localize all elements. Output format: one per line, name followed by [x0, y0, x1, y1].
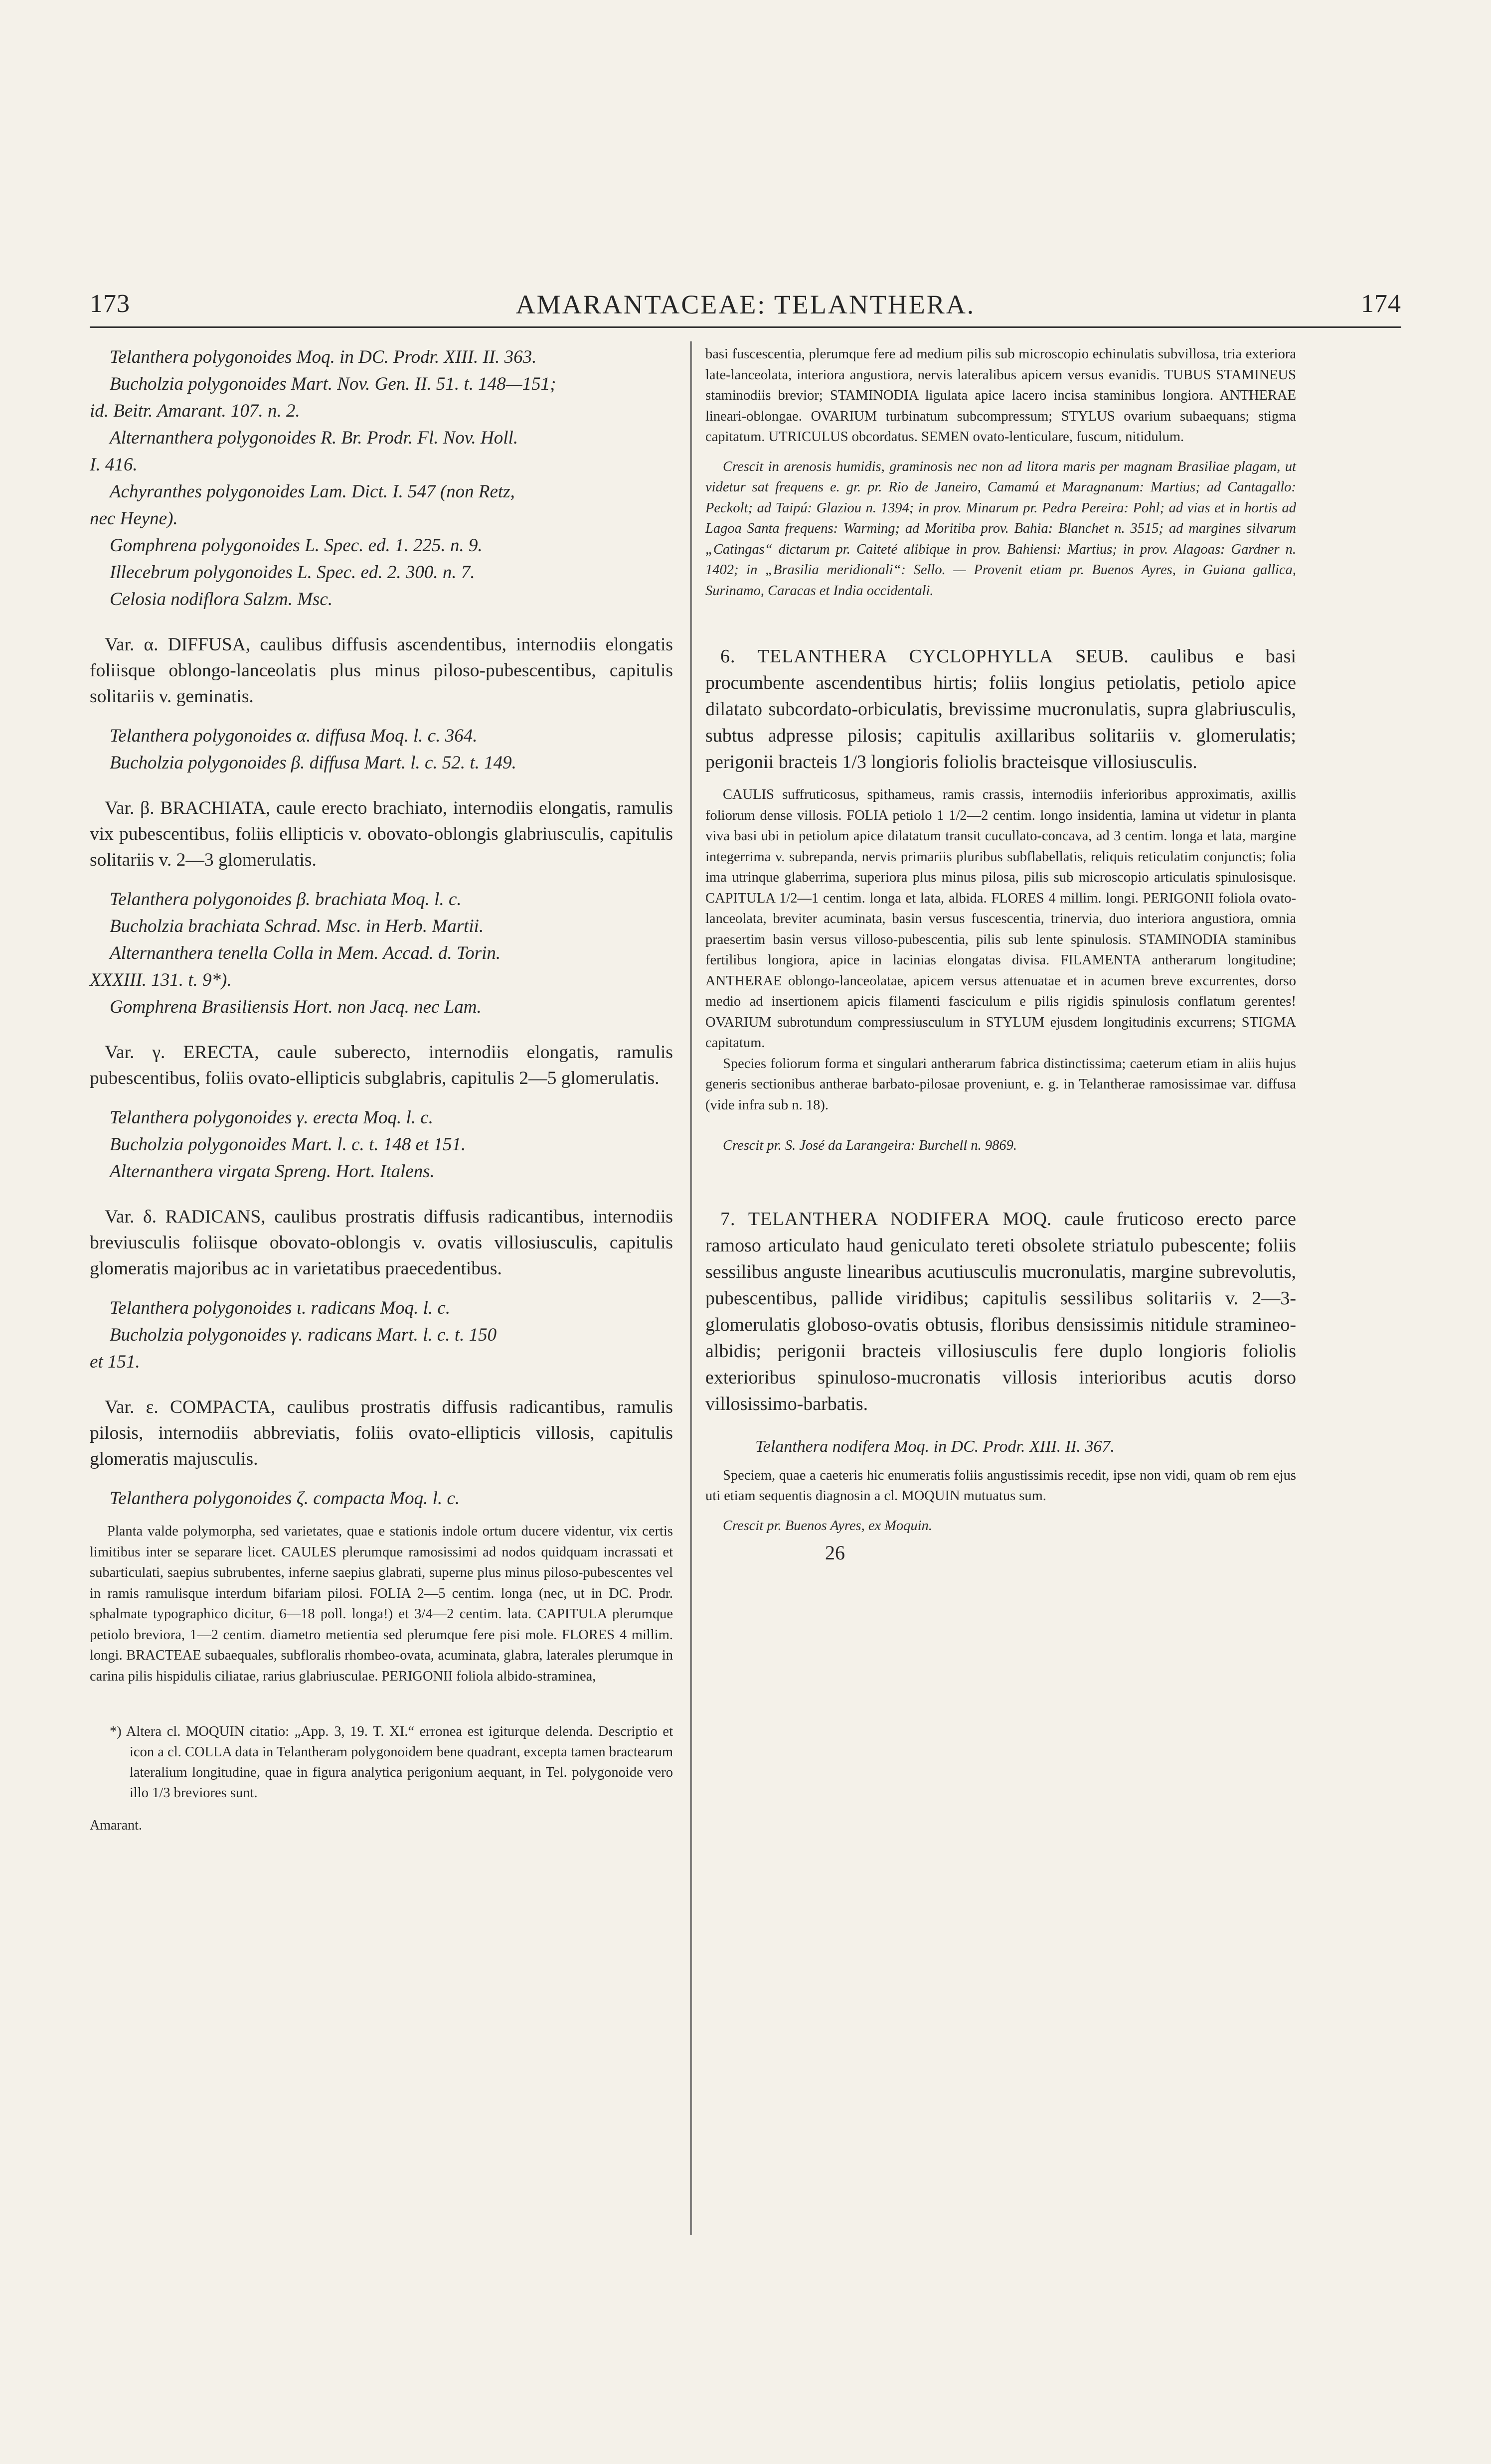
synonym: I. 416.	[90, 455, 138, 475]
page-number-left: 173	[90, 290, 130, 318]
synonym: Alternanthera polygonoides R. Br. Prodr. Fl. Nov. Holl.	[110, 428, 518, 448]
species-6-habitat: Crescit pr. S. José da Larangeira: Burchell n. 9869.	[723, 1138, 1017, 1153]
species-7-note: Speciem, quae a caeteris hic enumeratis foliis angustissimis recedit, ipse non vidi, quam ob rem ejus uti etiam sequentis diagnosin a cl. MOQUIN mutuatus sum.	[705, 1467, 1296, 1504]
synonym: Bucholzia polygonoides β. diffusa Mart. l. c. 52. t. 149.	[110, 753, 516, 773]
synonym: Telanthera polygonoides γ. erecta Moq. l. c.	[110, 1107, 433, 1128]
page-number-right: 174	[1361, 290, 1401, 318]
synonym: XXXIII. 131. t. 9*).	[90, 970, 232, 990]
species-7-habitat: Crescit pr. Buenos Ayres, ex Moquin.	[723, 1518, 933, 1534]
synonym: Telanthera polygonoides Moq. in DC. Prodr. XIII. II. 363.	[110, 347, 537, 367]
variety-epsilon: Var. ε. COMPACTA, caulibus prostratis diffusis radicantibus, ramulis pilosis, internodiis abbreviatis, foliis ovato-ellipticis villosis, capitulis glomeratis majusculis.	[90, 1397, 673, 1469]
header-rule	[90, 326, 1401, 328]
synonym: Bucholzia polygonoides γ. radicans Mart. l. c. t. 150	[110, 1325, 497, 1345]
species-6-diagnosis	[705, 643, 1296, 775]
right-column	[705, 344, 1296, 1564]
signature-mark: Amarant.	[90, 1817, 142, 1833]
synonym: et 151.	[90, 1352, 140, 1372]
synonym: Gomphrena polygonoides L. Spec. ed. 1. 225. n. 9.	[110, 535, 483, 556]
column-divider	[690, 341, 692, 2235]
synonym: Achyranthes polygonoides Lam. Dict. I. 547 (non Retz,	[110, 481, 515, 502]
signature-number: 26	[825, 1541, 845, 1564]
synonym: Gomphrena Brasiliensis Hort. non Jacq. nec Lam.	[110, 997, 482, 1017]
synonym: nec Heyne).	[90, 508, 178, 529]
synonym: Telanthera polygonoides α. diffusa Moq. l. c. 364.	[110, 726, 478, 746]
synonym: Illecebrum polygonoides L. Spec. ed. 2. 300. n. 7.	[110, 562, 475, 583]
species-6-name: 6. TELANTHERA CYCLOPHYLLA	[720, 646, 1054, 667]
species-6-author: SEUB.	[1075, 646, 1129, 667]
species-6-note: Species foliorum forma et singulari antherarum fabrica distinctissima; caeterum etiam in aliis hujus generis sectionibus antherae barbato-pilosae proveniunt, e. g. in Telantherae ramosissimae var. diffusa (vide infra sub n. 18).	[705, 1056, 1296, 1113]
habitat-paragraph: Crescit in arenosis humidis, graminosis nec non ad litora maris per magnam Brasiliae plagam, ut videtur sat frequens e. gr. pr. Rio de Janeiro, Camamú et Maragnanum: Martius; ad Cantagallo: Peckolt; ad Taipú: Glaziou n. 1394; in prov. Minarum pr. Pedra Pereira: Pohl; ad vias et in hortis ad Lagoa Santa frequens: Warming; ad Moritiba prov. Bahia: Blanchet n. 3515; ad margines silvarum „Catingas“ dictarum pr. Caiteté alibique in prov. Bahiensi: Martius; in prov. Alagoas: Gardner n. 1402; in „Brasilia meridionali“: Sello. — Provenit etiam pr. Buenos Ayres, in Guiana gallica, Surinamo, Caracas et India occidentali.	[705, 459, 1296, 599]
synonym: Telanthera polygonoides ι. radicans Moq. l. c.	[110, 1298, 451, 1318]
description-continuation: basi fuscescentia, plerumque fere ad medium pilis sub microscopio echinulatis subvillosa, tria exteriora late-lanceolata, interiora angustiora, nervis lateralibus apicem versus evanidis. TUBUS STAMINEUS staminodiis brevior; STAMINODIA ligulata apice lacero incisa staminibus longiora. ANTHERAE lineari-oblongae. OVARIUM turbinatum subcompressum; STYLUS ovarium subaequans; stigma capitatum. UTRICULUS obcordatus. SEMEN ovato-lenticulare, fuscum, nitidulum.	[705, 346, 1296, 445]
species-7-synonym: Telanthera nodifera Moq. in DC. Prodr. XIII. II. 367.	[755, 1437, 1115, 1456]
synonym: Bucholzia polygonoides Mart. l. c. t. 148 et 151.	[110, 1134, 466, 1155]
running-title: AMARANTACEAE: TELANTHERA.	[515, 290, 976, 319]
footnote: *) Altera cl. MOQUIN citatio: „App. 3, 19. T. XI.“ erronea est igiturque delenda. Descriptio et icon a cl. COLLA data in Telantheram polygonoidem bene quadrant, excepta tamen bractearum lateralium longitudine, quae in figura analytica perigonium aequant, in Tel. polygonoide vero illo 1/3 breviores sunt.	[110, 1724, 673, 1801]
synonym: Telanthera polygonoides ζ. compacta Moq. l. c.	[110, 1488, 460, 1509]
synonym: id. Beitr. Amarant. 107. n. 2.	[90, 401, 300, 421]
variety-alpha: Var. α. DIFFUSA, caulibus diffusis ascendentibus, internodiis elongatis foliisque oblongo-lanceolatis plus minus piloso-pubescentibus, capitulis solitariis v. geminatis.	[90, 634, 673, 707]
species-7-author: MOQ.	[1002, 1208, 1052, 1230]
synonym: Bucholzia polygonoides Mart. Nov. Gen. II. 51. t. 148—151;	[110, 374, 556, 394]
species-7-diagnosis	[705, 1206, 1296, 1417]
variety-gamma: Var. γ. ERECTA, caule suberecto, internodiis elongatis, ramulis pubescentibus, foliis ovato-ellipticis subglabris, capitulis 2—5 glomerulatis.	[90, 1042, 673, 1088]
synonym: Bucholzia brachiata Schrad. Msc. in Herb. Martii.	[110, 916, 484, 936]
variety-beta: Var. β. BRACHIATA, caule erecto brachiato, internodiis elongatis, ramulis vix pubescentibus, foliis ellipticis v. obovato-oblongis glabriusculis, capitulis solitariis v. 2—3 glomerulatis.	[90, 798, 673, 870]
species-description: Planta valde polymorpha, sed varietates, quae e stationis indole ortum ducere videntur, vix certis limitibus inter se separare licet. CAULES plerumque ramosissimi ad nodos quidquam incrassati et subarticulati, saepius subrubentes, inferne saepius glabrati, superne plus minus piloso-pubescentes vel in ramis ramulisque interdum bifariam pilosi. FOLIA 2—5 centim. longa (nec, ut in DC. Prodr. sphalmate typographico dicitur, 6—18 poll. longa!) et 3/4—2 centim. lata. CAPITULA plerumque petiolo breviora, 1—2 centim. diametro metientia sed plerumque fere pisi mole. FLORES 4 millim. longi. BRACTEAE subaequales, subfloralis rhombeo-ovata, acuminata, glabra, laterales plerumque in carina pilis hispidulis ciliatae, rarius glabriusculae. PERIGONII foliola albido-straminea,	[90, 1524, 673, 1684]
synonym: Celosia nodiflora Salzm. Msc.	[110, 589, 333, 610]
variety-delta: Var. δ. RADICANS, caulibus prostratis diffusis radicantibus, internodiis breviusculis foliisque obovato-oblongis v. ovatis villosiusculis, capitulis glomeratis majoribus ac in varietatibus praecedentibus.	[90, 1207, 673, 1279]
species-7-diagnosis-text: caule fruticoso erecto parce ramoso articulato haud geniculato tereti obsolete striatulo pubescente; foliis sessilibus anguste linearibus acutiusculis mucronulatis, margine subrevolutis, pubescentibus, pallide viridibus; capitulis sessilibus solitariis v. 2—3-glomerulatis globoso-ovatis obtusis, floribus densissimis nitidule stramineo-albidis; perigonii bracteis villosiusculis fere duplo longioris foliolis exterioribus spinuloso-mucronatis villosis interioribus acutis dorso villosissimo-barbatis.	[705, 1208, 1297, 1414]
synonym: Alternanthera virgata Spreng. Hort. Italens.	[110, 1161, 435, 1182]
species-7-name: 7. TELANTHERA NODIFERA	[720, 1208, 991, 1230]
synonym: Alternanthera tenella Colla in Mem. Accad. d. Torin.	[110, 943, 501, 963]
synonym: Telanthera polygonoides β. brachiata Moq. l. c.	[110, 889, 462, 910]
left-column	[90, 344, 673, 1834]
species-6-description: CAULIS suffruticosus, spithameus, ramis crassis, internodiis inferioribus approximatis, axillis foliorum dense villosis. FOLIA petiolo 1 1/2—2 centim. longo insidentia, lamina ut videtur in planta viva basi ubi in petiolum apice dilatatum transit cucullato-concava, ad 3 centim. longa et lata, margine integerrima v. subrepanda, nervis primariis pluribus subflabellatis, reliquis reticulatim conjunctis; folia ima utrinque glaberrima, superiora plus minus pilosa, pilis sub microscopio articulatis spinulosisque. CAPITULA 1/2—1 centim. longa et lata, albida. FLORES 4 millim. longi. PERIGONII foliola ovato-lanceolata, breviter acuminata, basin versus fuscescentia, trinervia, duo interiora angustiora, omnia praesertim basin versus villoso-pubescentia, pilis sub lente spinulosis. STAMINODIA staminibus fertilibus longiora, apice in lacinias elongatas divisa. FILAMENTA antherarum longitudine; ANTHERAE oblongo-lanceolatae, apicem versus attenuatae et in acumen breve excurrentes, dorso medio ad insertionem apicis filamenti fasciculum e pilis rigidis spinulosis conflatum gerentes! OVARIUM subrotundum compressiusculum in STYLUM ejusdem longitudinis excurrens; STIGMA capitatum.	[705, 787, 1296, 1051]
species-6-diagnosis-text: caulibus e basi procumbente ascendentibus hirtis; foliis longius petiolatis, petiolo apice dilatato subcordato-orbiculatis, brevissime mucronulatis, supra glabriusculis, subtus adpresse pilosis; capitulis axillaribus solitariis v. glomerulatis; perigonii bracteis 1/3 longioris foliolis bracteisque villosiusculis.	[705, 646, 1296, 772]
